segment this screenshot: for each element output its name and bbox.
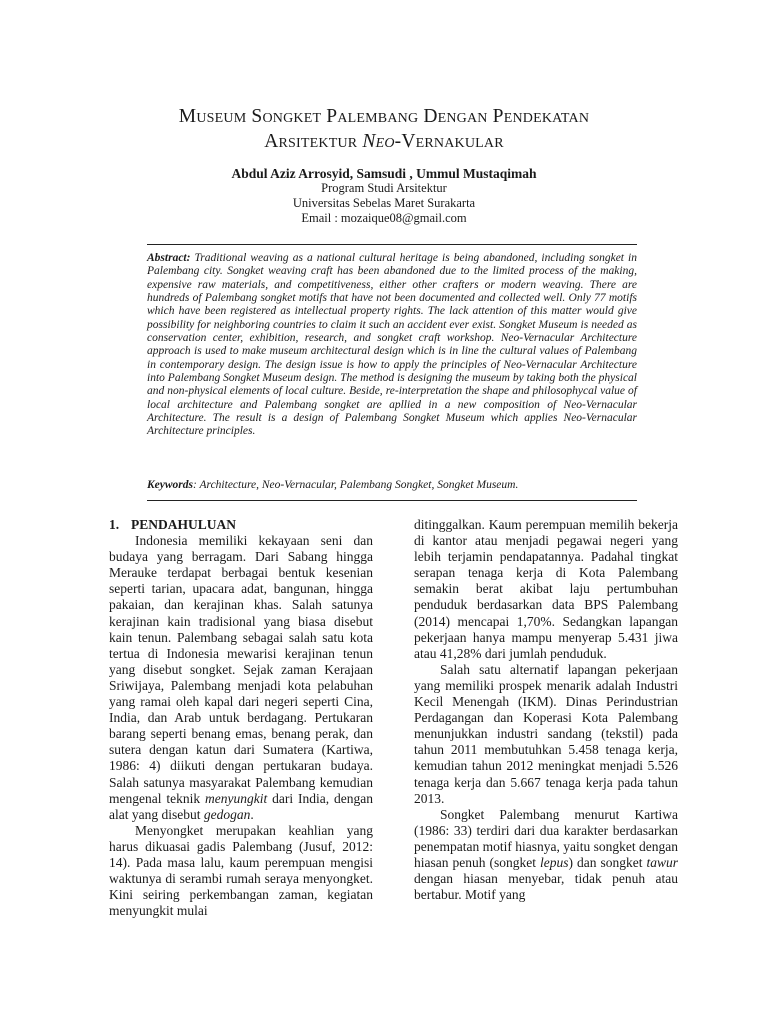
keywords-text: : Architecture, Neo-Vernacular, Palembang Songket, Songket Museum. [193,479,519,491]
left-p1-italic-1: menyungkit [205,790,268,806]
left-p1-text-b: dari India, dengan alat yang disebut [109,790,373,822]
abstract-label: Abstract: [147,252,191,264]
left-p1-text-c: . [250,806,254,822]
right-paragraph-2: Salah satu alternatif lapangan pekerjaan yang memiliki prospek menarik adalah Industri Kecil Menengah (IKM). Dinas Perindustrian Perdagangan dan Koperasi Kota Palembang menunjukkan industri sandang (tekstil) pada tahun 2011 membutuhkan 5.458 tenaga kerja, kemudian tahun 2012 meningkat menjadi 5.526 tenaga kerja dan 5.667 tenaga kerja pada tahun 2013. [414,661,678,806]
title-line-2-italic: Neo [362,131,395,152]
abstract-bottom-rule [147,500,637,501]
left-p1-italic-2: gedogan [203,806,251,822]
section-heading [109,517,373,533]
affiliation-program: Program Studi Arsitektur [321,181,447,195]
right-paragraph-3 [414,807,678,904]
right-p3-text-c: dengan hiasan menyebar, tidak penuh atau bertabur. Motif yang [414,871,678,903]
abstract [147,252,637,439]
right-p3-text-b: ) dan songket [568,854,647,870]
section-number: 1. [109,517,120,532]
affiliation-email: Email : mozaique08@gmail.com [301,211,467,225]
right-p3-italic-1: lepus [539,854,569,870]
title-line-2-suffix: -Vernakular [394,131,504,152]
abstract-text: Traditional weaving as a national cultural heritage is being abandoned, including songket in Palembang city. Songket weaving craft has been abandoned due to the limited process of the making, expensive raw materials, and competitiveness, either other crafters or modern weaving. There are hundreds of Palembang songket motifs that have not been documented and collected well. Only 77 motifs which have been registered as intellectual property rights. The lack attention of this matter would give possibility for neighboring countries to claim it such an accident ever exist. Songket Museum is needed as conservation center, exhibition, research, and songket craft workshop. Neo-Vernacular Architecture approach is used to make museum architectural design which is in line the cultural values of Palembang in contemporary design. The design issue is how to apply the principles of Neo-Vernacular Architecture into Palembang Songket Museum design. The method is designing the museum by taking both the physical and non-physical elements of local culture. Beside, re-interpretation the shape and philosophycal value of local architecture and Palembang songket are apllied in a new composition of Neo-Vernacular Architecture. The result is a design of Palembang Songket Museum which applies Neo-Vernacular Architecture principles. [147,252,638,438]
left-paragraph-2: Menyongket merupakan keahlian yang harus dikuasai gadis Palembang (Jusuf, 2012: 14). Pada masa lalu, kaum perempuan mengisi waktunya di serambi rumah seraya menyongket. Kini seiring perkembangan zaman, kegiatan menyungkit mulai [109,822,373,919]
authors: Abdul Aziz Arrosyid, Samsudi , Ummul Mustaqimah [231,166,537,181]
keywords-label: Keywords [147,479,193,491]
section-title: PENDAHULUAN [131,517,237,532]
right-p3-text-a: Songket Palembang menurut Kartiwa (1986: 33) terdiri dari dua karakter berdasarkan penempatan motif hiasnya, yaitu songket dengan hiasan penuh (songket [414,806,678,870]
title-line-2-prefix: Arsitektur [264,131,363,152]
right-column [414,517,678,903]
affiliation [0,181,768,226]
title-line-2 [0,129,768,154]
title-line-1: Museum Songket Palembang Dengan Pendekatan [178,106,590,127]
paper-title [0,104,768,154]
left-column [109,517,373,919]
right-paragraph-1: ditinggalkan. Kaum perempuan memilih bekerja di kantor atau menjadi pegawai negeri yang lebih terjamin pendapatannya. Padahal tingkat serapan tenaga kerja di Kota Palembang semakin berat akibat laju pertumbuhan penduduk berdasarkan data BPS Palembang (2014) mencapai 1,70%. Sedangkan lapangan pekerjaan hanya mampu menyerap 5.431 jiwa atau 41,28% dari jumlah penduduk. [414,517,678,661]
right-p3-italic-2: tawur [646,854,678,870]
left-p1-text-a: Indonesia memiliki kekayaan seni dan budaya yang berragam. Dari Sabang hingga Merauke terdapat berbagai bentuk kesenian seperti tarian, upacara adat, bangunan, hingga pakaian, dan kerajinan khas. Salah satunya kerajinan kain tradisional yang biasa disebut kain tenun. Palembang sebagai salah satu kota tertua di Indonesia mewarisi kerajinan tenun yang disebut songket. Sejak zaman Kerajaan Sriwijaya, Palembang menjadi kota pelabuhan yang ramai oleh kapal dari negeri seperti Cina, India, dan Arab untuk berdagang. Pertukaran barang seperti benang emas, benang perak, dan sutera dengan katun dari Sumatera (Kartiwa, 1986: 4) diikuti dengan pertukaran budaya. Salah satunya masyarakat Palembang kemudian mengenal teknik [109,533,373,806]
keywords [147,478,637,492]
left-paragraph-1 [109,533,373,823]
abstract-top-rule [147,244,637,245]
affiliation-university: Universitas Sebelas Maret Surakarta [292,196,476,210]
